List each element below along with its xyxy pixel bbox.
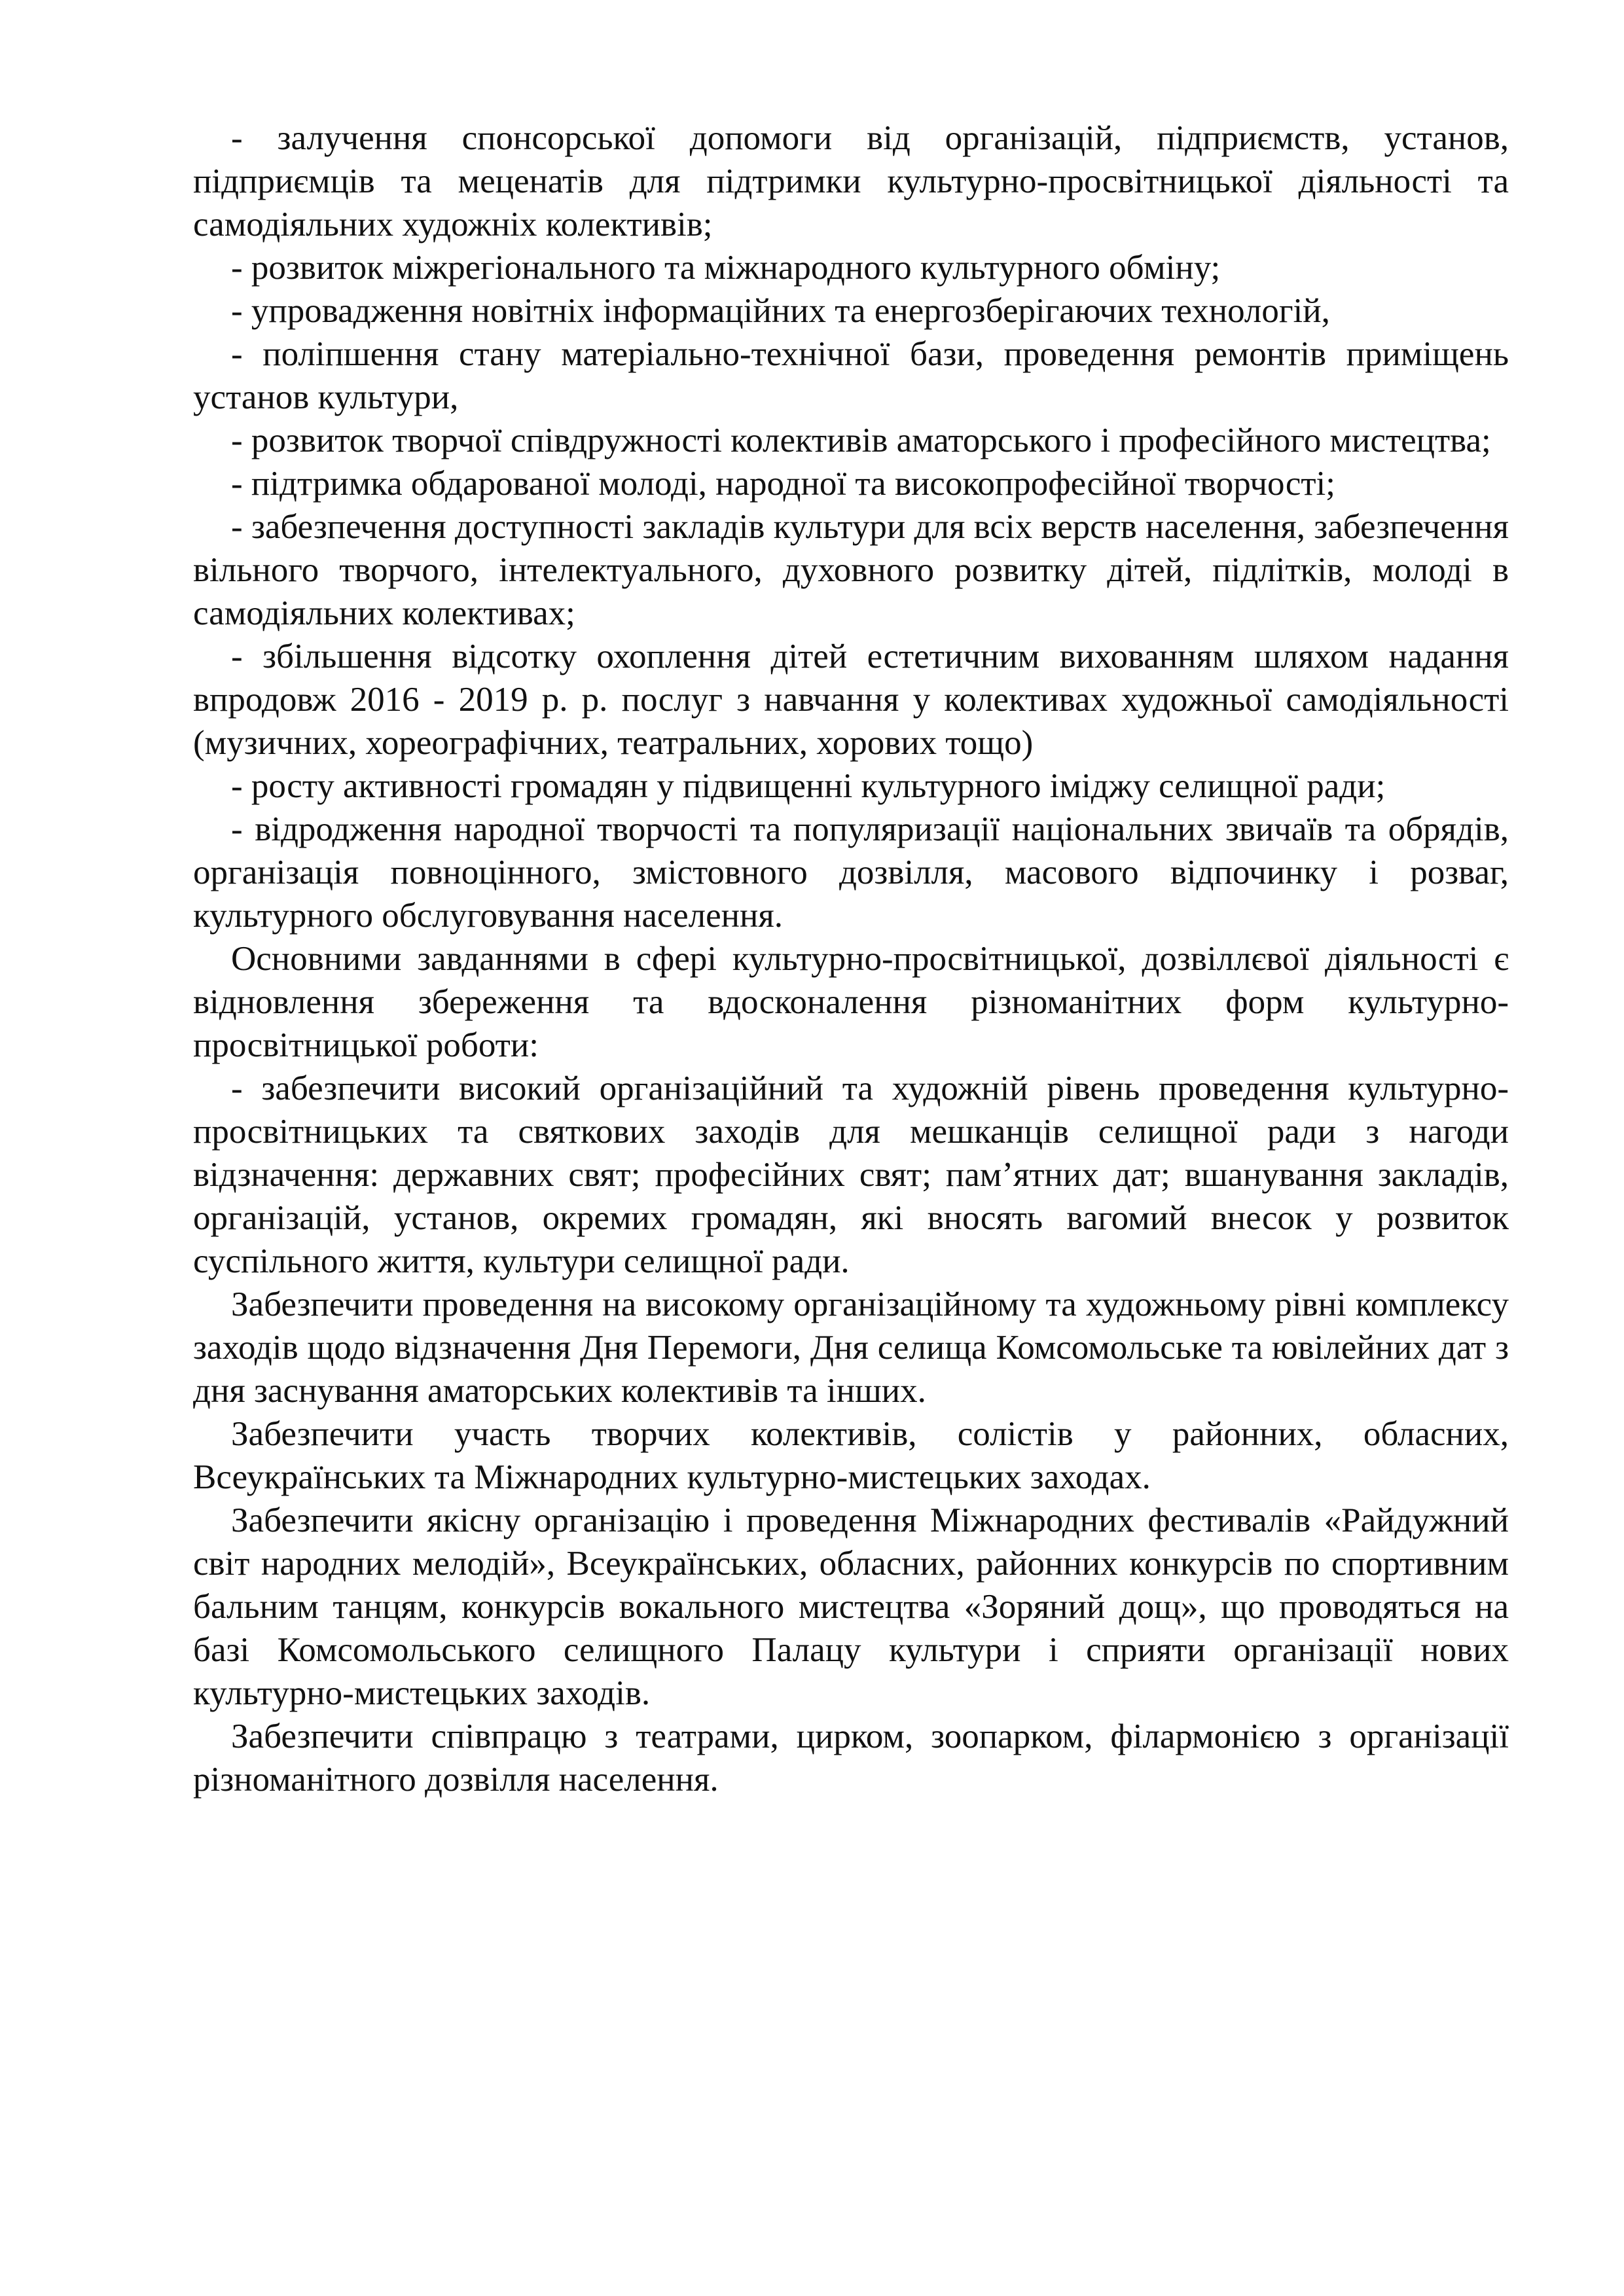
document-page [193,117,1509,1801]
paragraph-cooperation: Забезпечити співпрацю з театрами, цирком, зоопарком, філармонією з організації різноманітного дозвілля населення. [193,1717,1509,1799]
paragraph-festivals: Забезпечити якісну організацію і проведення Міжнародних фестивалів «Райдужний світ народних мелодій», Всеукраїнських, обласних, районних конкурсів по спортивним бальним танцям, конкурсів вокального мистецтва «Зоряний дощ», що проводяться на базі Комсомольського селищного Палацу культури і сприяти організації нових культурно-мистецьких заходів. [193,1501,1509,1712]
bullet-accessibility: - забезпечення доступності закладів культури для всіх верств населення, забезпечення вільного творчого, інтелектуального, духовного розвитку дітей, підлітків, молоді в самодіяльних колективах; [193,508,1509,632]
paragraph-participation: Забезпечити участь творчих колективів, солістів у районних, обласних, Всеукраїнських та Міжнародних культурно-мистецьких заходах. [193,1415,1509,1496]
bullet-cultural-exchange: - розвиток міжрегіонального та міжнародного культурного обміну; [231,249,1221,287]
bullet-high-level-events: - забезпечити високий організаційний та художній рівень проведення культурно-просвітницьких та святкових заходів для мешканців селищної ради з нагоди відзначення: державних свят; професійних свят; пам’ятних дат; вшанування закладів, організацій, установ, окремих громадян, які вносять вагомий внесок у розвиток суспільного життя, культури селищної ради. [193,1069,1509,1280]
bullet-gifted-youth: - підтримка обдарованої молоді, народної та високопрофесійної творчості; [231,465,1335,503]
bullet-folk-revival: - відродження народної творчості та популяризації національних звичаїв та обрядів, організація повноцінного, змістовного дозвілля, масового відпочинку і розваг, культурного обслуговування населення. [193,810,1509,935]
bullet-technologies: - упровадження новітніх інформаційних та енергозберігаючих технологій, [231,292,1330,330]
bullet-material-base: - поліпшення стану матеріально-технічної бази, проведення ремонтів приміщень установ культури, [193,335,1509,416]
paragraph-victory-day: Забезпечити проведення на високому організаційному та художньому рівні комплексу заходів щодо відзначення Дня Перемоги, Дня селища Комсомольське та ювілейних дат з дня заснування аматорських колективів та інших. [193,1285,1509,1410]
bullet-creative-cooperation: - розвиток творчої співдружності колективів аматорського і професійного мистецтва; [231,422,1491,459]
bullet-citizen-activity: - росту активності громадян у підвищенні культурного іміджу селищної ради; [231,767,1386,805]
bullet-aesthetic-education: - збільшення відсотку охоплення дітей естетичним вихованням шляхом надання впродовж 2016 - 2019 р. р. послуг з навчання у колективах художньої самодіяльності (музичних, хореографічних, театральних, хорових тощо) [193,637,1509,762]
bullet-sponsorship: - залучення спонсорської допомоги від організацій, підприємств, установ, підприємців та меценатів для підтримки культурно-просвітницької діяльності та самодіяльних художніх колективів; [193,119,1509,243]
paragraph-main-tasks: Основними завданнями в сфері культурно-просвітницької, дозвіллєвої діяльності є відновлення збереження та вдосконалення різноманітних форм культурно-просвітницької роботи: [193,940,1509,1064]
